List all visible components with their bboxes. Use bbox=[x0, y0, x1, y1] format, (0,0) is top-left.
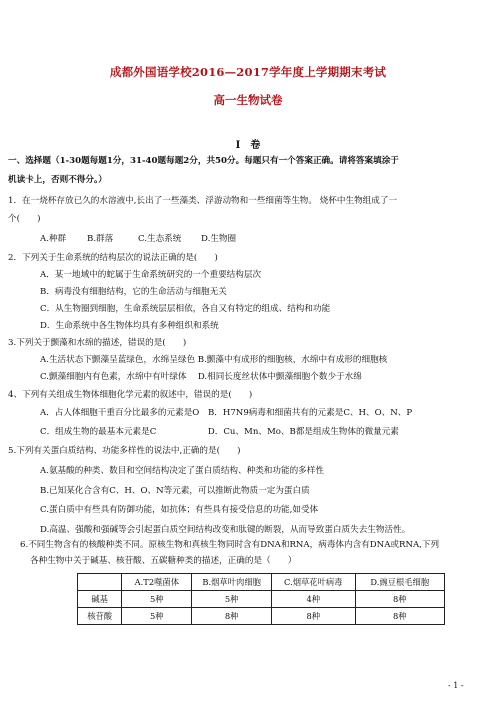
exam-subtitle: 高一生物试卷 bbox=[213, 93, 283, 107]
q3-options-cd: C.颤藻细胞内有色素，水绵中有叶绿体 D.相同长度丝状体中颤藻细胞个数少于水绵 bbox=[40, 372, 362, 382]
table-cell: 碱基 bbox=[78, 591, 122, 608]
q2-option-c: C．从生物圈到细胞，生命系统层层相依，各自又有特定的组成、结构和功能 bbox=[40, 304, 331, 314]
page-number: - 1 - bbox=[448, 681, 464, 690]
table-cell: 5种 bbox=[192, 591, 272, 608]
instruction-line-2: 机读卡上，否则不得分。） bbox=[8, 175, 107, 185]
table-row bbox=[78, 591, 445, 608]
q1-stem-line-2: 个( ) bbox=[8, 214, 41, 224]
q3-options-ab: A.生活状态下颤藻呈蓝绿色，水绵呈绿色 B.颤藻中有成形的细胞核，水绵中有成形的细胞核 bbox=[40, 355, 388, 365]
q1-options bbox=[40, 234, 236, 245]
table-cell: 8种 bbox=[192, 608, 272, 625]
table-header-cell bbox=[78, 574, 122, 591]
section-heading: I 卷 bbox=[235, 140, 261, 151]
q2-option-d: D．生命系统中各生物体均具有多种组织和系统 bbox=[40, 321, 219, 331]
q5-option-a: A.氨基酸的种类、数目和空间结构决定了蛋白质结构、种类和功能的多样性 bbox=[40, 466, 324, 476]
q2-option-b: B．病毒没有细胞结构，它的生命活动与细胞无关 bbox=[40, 287, 227, 297]
q4-options-cd: C．组成生物的最基本元素是C D．Cu、Mn、Mo、B都是组成生物体的微量元素 bbox=[40, 427, 399, 437]
table-cell: 8种 bbox=[271, 608, 355, 625]
q1-option-d: D.生物圈 bbox=[201, 234, 237, 244]
q1-option-b: B.群落 bbox=[87, 234, 114, 244]
table-cell: 核苷酸 bbox=[78, 608, 122, 625]
q2-option-a: A．某一地域中的蛇属于生命系统研究的一个重要结构层次 bbox=[40, 270, 262, 280]
table-header-cell: A.T2噬菌体 bbox=[122, 574, 192, 591]
q5-option-c: C.蛋白质中有些具有防御功能，如抗体；有些具有接受信息的功能,如受体 bbox=[40, 505, 319, 515]
q5-stem: 5.下列有关蛋白质结构、功能多样性的说法中,正确的是( ) bbox=[8, 446, 241, 456]
q6-stem-line-2: 各种生物中关于碱基、核苷酸、五碳糖种类的描述，正确的是（ ） bbox=[30, 556, 297, 566]
q6-table bbox=[77, 573, 445, 625]
q4-stem: 4、下列有关组成生物体细胞化学元素的叙述中，错误的是( ) bbox=[8, 390, 253, 400]
table-cell: 5种 bbox=[122, 608, 192, 625]
exam-title: 成都外国语学校2016—2017学年度上学期期末考试 bbox=[109, 65, 387, 79]
table-header-cell: D.豌豆根毛细胞 bbox=[355, 574, 444, 591]
q2-stem: 2．下列关于生命系统的结构层次的说法正确的是( ) bbox=[8, 253, 218, 263]
table-cell: 4种 bbox=[271, 591, 355, 608]
instruction-line-1: 一、选择题（1-30题每题1分，31-40题每题2分，共50分。每题只有一个答案正确。请将答案填涂于 bbox=[8, 156, 399, 166]
table-header-cell: B.烟草叶肉细胞 bbox=[192, 574, 272, 591]
q5-option-d: D.高温、强酸和强碱等会引起蛋白质空间结构改变和肽键的断裂，从而导致蛋白质失去生物活性。 bbox=[40, 525, 411, 535]
q6-stem-line-1: 6.不同生物含有的核酸种类不同。原核生物和真核生物同时含有DNA和RNA，病毒体内含有DNA或RNA,下列 bbox=[20, 540, 440, 550]
table-cell: 8种 bbox=[355, 608, 444, 625]
q5-option-b: B.已知某化合含有C、H、O、N等元素，可以推断此物质一定为蛋白质 bbox=[40, 486, 310, 496]
q1-option-a: A.种群 bbox=[40, 234, 67, 244]
table-header-row bbox=[78, 574, 445, 591]
table-row bbox=[78, 608, 445, 625]
q4-options-ab: A．占人体细胞干重百分比最多的元素是O B．H7N9病毒和细菌共有的元素是C、H、O、N、P bbox=[40, 408, 413, 418]
table-header-cell: C.烟草花叶病毒 bbox=[271, 574, 355, 591]
q1-stem-line-1: 1．在一烧杯存放已久的水溶液中,长出了一些藻类、浮游动物和一些细菌等生物。 烧杯中生物组成了一 bbox=[8, 196, 398, 206]
table-cell: 5种 bbox=[122, 591, 192, 608]
table-cell: 8种 bbox=[355, 591, 444, 608]
q3-stem: 3.下列关于颤藻和水绵的描述，错误的是( ) bbox=[8, 338, 187, 348]
q1-option-c: C.生态系统 bbox=[138, 234, 182, 244]
